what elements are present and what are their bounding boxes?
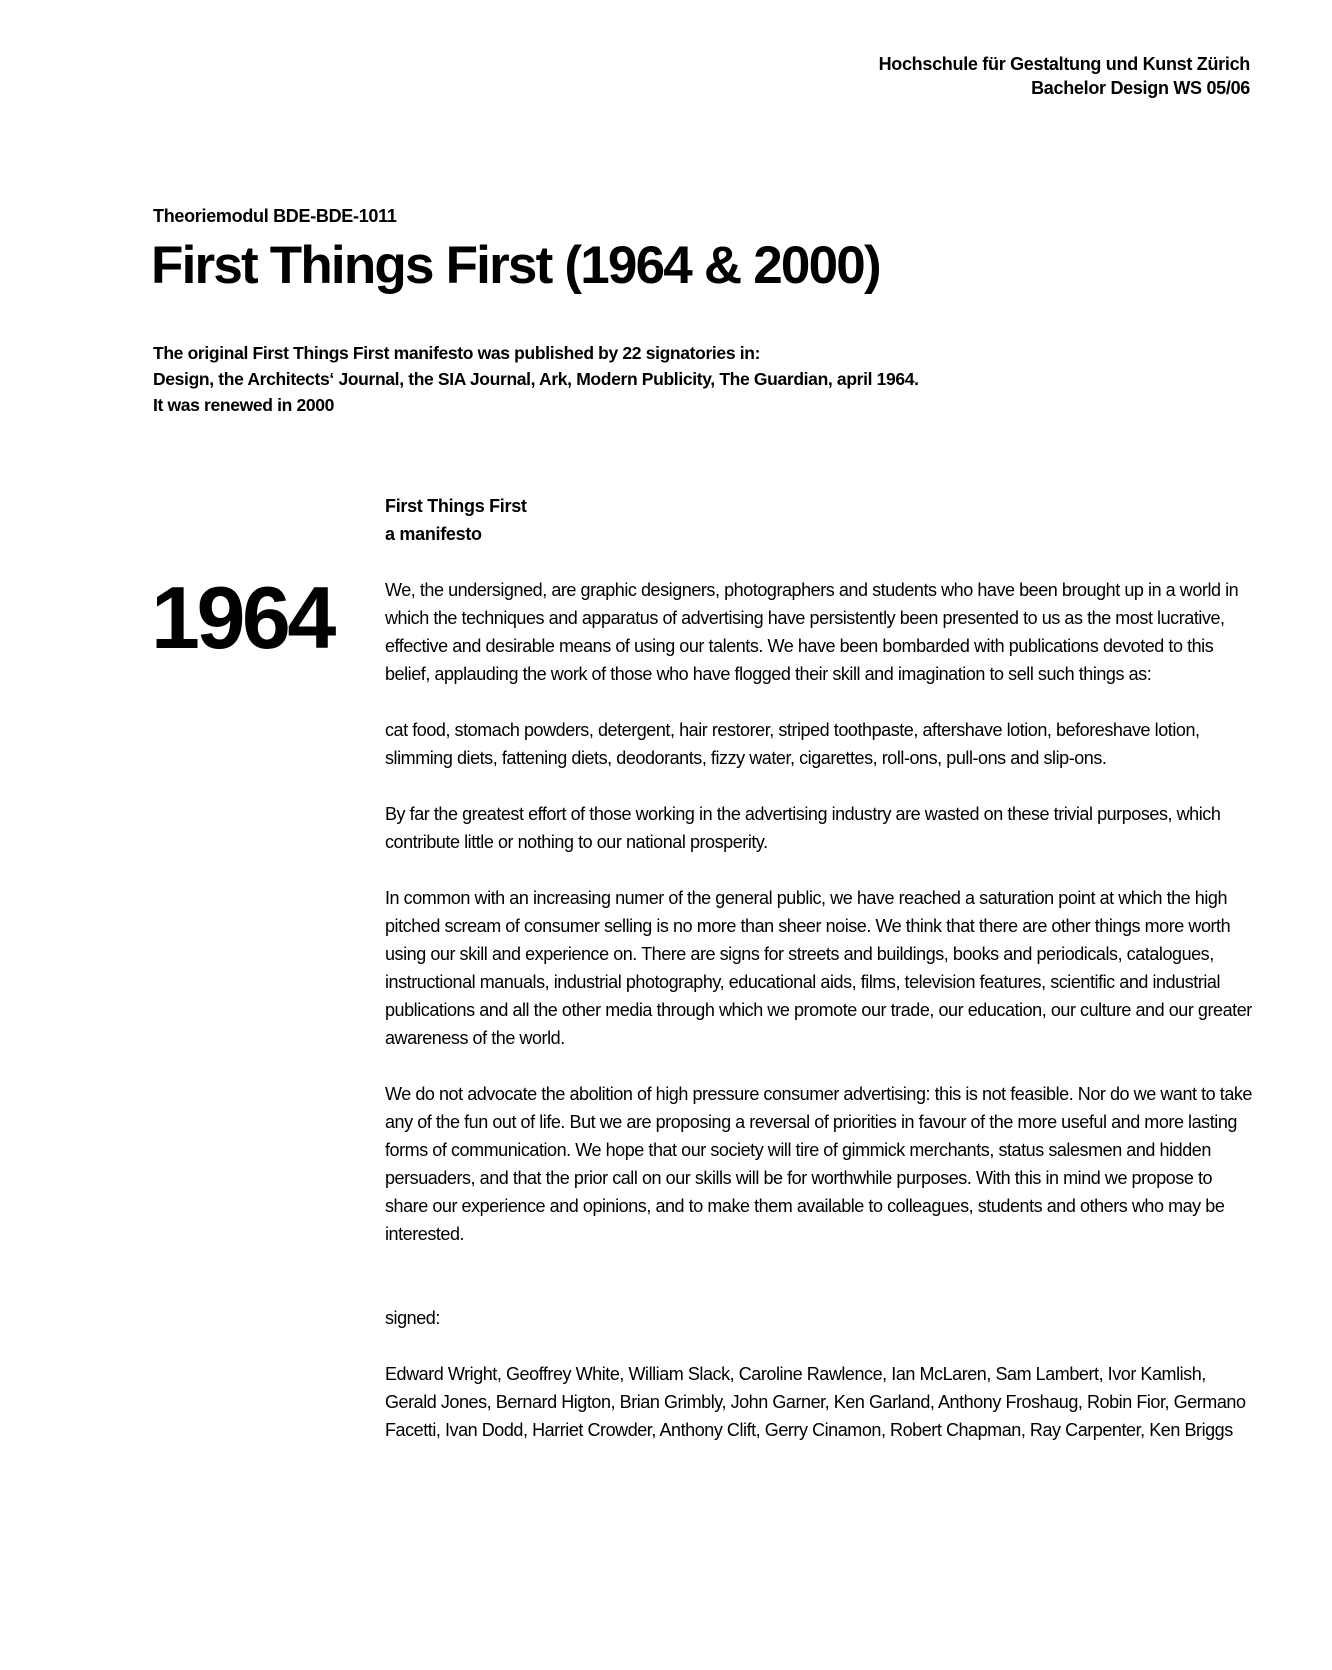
intro-line-3: It was renewed in 2000	[153, 395, 334, 415]
institution-header	[879, 52, 1250, 100]
page-title: First Things First (1964 & 2000)	[151, 236, 880, 295]
manifesto-paragraph: We, the undersigned, are graphic designers, photographers and students who have been brought up in a world in which the techniques and apparatus of advertising have persistently been presented to us as the most lucrative, effective and desirable means of using our talents. We have been bombarded with publications devoted to this belief, applauding the work of those who have flogged their skill and imagination to sell such things as:	[385, 580, 1239, 684]
signed-label: signed:	[385, 1308, 440, 1328]
manifesto-body	[385, 492, 1255, 1444]
intro-line-1: The original First Things First manifesto was published by 22 signatories in:	[153, 343, 761, 363]
intro-line-2: Design, the Architects‘ Journal, the SIA Journal, Ark, Modern Publicity, The Guardian, april 1964.	[153, 369, 919, 389]
manifesto-paragraph: By far the greatest effort of those working in the advertising industry are wasted on these trivial purposes, which contribute little or nothing to our national prosperity.	[385, 804, 1221, 852]
program-name: Bachelor Design WS 05/06	[1031, 78, 1250, 98]
institution-name: Hochschule für Gestaltung und Kunst Zürich	[878, 54, 1250, 74]
manifesto-title: First Things First	[385, 496, 527, 516]
intro-text	[153, 340, 919, 418]
signatories-list: Edward Wright, Geoffrey White, William Slack, Caroline Rawlence, Ian McLaren, Sam Lambert, Ivor Kamlish, Gerald Jones, Bernard Higton, Brian Grimbly, John Garner, Ken Garland, Anthony Froshaug, Robin Fior, Germano Facetti, Ivan Dodd, Harriet Crowder, Anthony Clift, Gerry Cinamon, Robert Chapman, Ray Carpenter, Ken Briggs	[385, 1364, 1246, 1440]
year-label: 1964	[151, 568, 333, 667]
module-code: Theoriemodul BDE-BDE-1011	[153, 206, 397, 226]
manifesto-subtitle: a manifesto	[385, 524, 482, 544]
manifesto-heading	[385, 492, 1255, 548]
manifesto-paragraph: We do not advocate the abolition of high pressure consumer advertising: this is not feasible. Nor do we want to take any of the fun out of life. But we are proposing a reversal of priorities in favour of the more useful and more lasting forms of communication. We hope that our society will tire of gimmick merchants, status salesmen and hidden persuaders, and that the prior call on our skills will be for worthwhile purposes. With this in mind we propose to share our experience and opinions, and to make them available to colleagues, students and others who may be interested.	[385, 1084, 1252, 1244]
manifesto-paragraph: In common with an increasing numer of the general public, we have reached a saturation point at which the high pitched scream of consumer selling is no more than sheer noise. We think that there are other things more worth using our skill and experience on. There are signs for streets and buildings, books and periodicals, catalogues, instructional manuals, industrial photography, educational aids, films, television features, scientific and industrial publications and all the other media through which we promote our trade, our education, our culture and our greater awareness of the world.	[385, 888, 1252, 1048]
manifesto-paragraph: cat food, stomach powders, detergent, hair restorer, striped toothpaste, aftershave lotion, beforeshave lotion, slimming diets, fattening diets, deodorants, fizzy water, cigarettes, roll-ons, pull-ons and slip-ons.	[385, 720, 1200, 768]
